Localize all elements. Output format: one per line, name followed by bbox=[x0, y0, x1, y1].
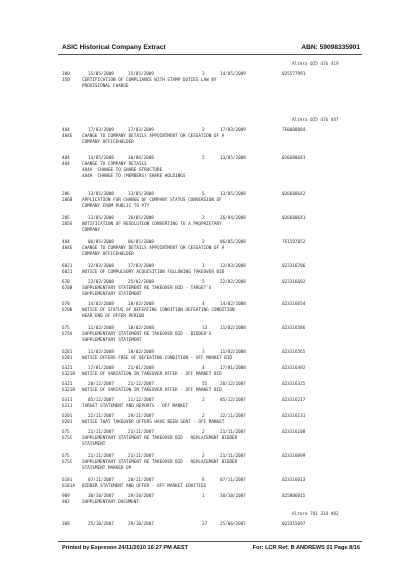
description-continuation: SUPPLEMENTARY STATEMENT bbox=[82, 338, 142, 343]
effective-date: 21/11/2007 bbox=[220, 454, 246, 459]
sub-form-code: 206B bbox=[62, 198, 73, 203]
sub-form-code: 670B bbox=[62, 308, 73, 313]
document-number: 023315697 bbox=[282, 522, 306, 527]
processed-date: 29/11/2007 bbox=[128, 414, 154, 419]
form-code: 6181 bbox=[62, 478, 73, 483]
processed-date: 21/01/2008 bbox=[128, 366, 154, 371]
sub-form-code: 484 bbox=[62, 162, 70, 167]
document-entry bbox=[60, 302, 360, 320]
received-date: 14/02/2008 bbox=[88, 302, 114, 307]
altera-note: Altera 025 476 447 bbox=[292, 118, 339, 123]
footer-rule bbox=[58, 541, 362, 542]
document-entry bbox=[60, 366, 360, 378]
effective-date: 30/10/2007 bbox=[220, 494, 246, 499]
document-number: 023316131 bbox=[282, 414, 306, 419]
received-date: 22/02/2008 bbox=[88, 280, 114, 285]
effective-date: 14/05/2009 bbox=[220, 72, 246, 77]
document-entry bbox=[60, 478, 360, 490]
description-continuation: COMPANY OFFICEHOLDER bbox=[82, 252, 134, 257]
document-entry bbox=[60, 156, 360, 180]
altera-note: Altera 701 334 482 bbox=[292, 512, 339, 517]
effective-date: 26/04/2008 bbox=[220, 216, 246, 221]
processed-date: 30/06/2008 bbox=[128, 156, 154, 161]
document-number: 023316654 bbox=[282, 302, 306, 307]
page-count: 37 bbox=[202, 522, 208, 527]
form-description: NOTICE THAT TAKEOVER OFFERS HAVE BEEN SENT - OFF MARKET bbox=[82, 420, 225, 425]
sub-form-code: 6321B bbox=[62, 372, 75, 377]
effective-date: 20/12/2007 bbox=[220, 382, 246, 387]
printed-by: Printed by Exprenon 24/11/2010 16:27 PM AEST bbox=[62, 545, 189, 551]
received-date: 17/03/2009 bbox=[88, 128, 114, 133]
page-count: 8 bbox=[202, 478, 205, 483]
sub-form-code: 6311 bbox=[62, 404, 73, 409]
description-continuation: 484H CHANGE TO (MEMBERS) SHARE HOLDINGS bbox=[82, 174, 186, 179]
form-code: 205 bbox=[62, 216, 70, 221]
form-description: CERTIFICATION OF COMPLIANCE WITH STAMP DUTIES LAW BY bbox=[82, 78, 217, 83]
sub-form-code: 675C bbox=[62, 436, 73, 441]
entry-description-row bbox=[60, 500, 360, 506]
processed-date: 21/12/2007 bbox=[128, 382, 154, 387]
form-description: APPLICATION FOR CHANGE OF COMPANY STATUS CONVERSION OF bbox=[82, 198, 222, 203]
effective-date: 05/12/2007 bbox=[220, 398, 246, 403]
received-date: 20/12/2007 bbox=[88, 382, 114, 387]
document-entry bbox=[60, 264, 360, 276]
processed-date: 18/02/2008 bbox=[128, 350, 154, 355]
sub-form-code: 205G bbox=[62, 222, 73, 227]
form-description: NOTICE OF COMPULSORY ACQUISITION FOLLOWING TAKEOVER BID bbox=[82, 270, 225, 275]
effective-date: 11/02/2008 bbox=[220, 326, 246, 331]
description-continuation: STATEMENT bbox=[82, 442, 106, 447]
sub-form-code: 670B bbox=[62, 286, 73, 291]
processed-date: 23/11/2007 bbox=[128, 454, 154, 459]
sub-form-code: 6201 bbox=[62, 420, 73, 425]
description-continuation: SUPPLEMENTARY STATEMENT bbox=[82, 292, 142, 297]
received-date: 11/02/2008 bbox=[88, 350, 114, 355]
effective-date: 22/11/2007 bbox=[220, 414, 246, 419]
processed-date: 20/11/2007 bbox=[128, 478, 154, 483]
extract-title: ASIC Historical Company Extract bbox=[62, 44, 166, 51]
processed-date: 13/05/2008 bbox=[128, 192, 154, 197]
sub-form-code: 484E bbox=[62, 246, 73, 251]
processed-date: 17/03/2008 bbox=[128, 264, 154, 269]
page-count: 2 bbox=[202, 398, 205, 403]
form-code: 6311 bbox=[62, 398, 73, 403]
description-continuation: STATEMENT MARKED UP bbox=[82, 466, 132, 471]
effective-date: 22/02/2008 bbox=[220, 280, 246, 285]
form-description: SUPPLEMENTARY STATEMENT RE TAKEOVER BID - TARGET'S bbox=[82, 286, 212, 291]
processed-date: 25/02/2008 bbox=[128, 280, 154, 285]
form-code: 6321 bbox=[62, 382, 73, 387]
form-description: CHANGE TO COMPANY DETAILS APPOINTMENT OR CESSATION OF A bbox=[82, 134, 225, 139]
form-description: NOTICE OFFERS FREE OF DEFEATING CONDITION - OFF MARKET BID bbox=[82, 356, 233, 361]
document-number: 023316325 bbox=[282, 382, 306, 387]
form-description: SUPPLEMENTARY STATEMENT RE TAKEOVER BID - REPLACEMENT BIDDER bbox=[82, 460, 238, 465]
form-code: 670 bbox=[62, 302, 70, 307]
document-number: 023316586 bbox=[282, 326, 306, 331]
document-entry bbox=[60, 430, 360, 448]
form-description: CHANGE TO COMPANY DETAILS bbox=[82, 162, 147, 167]
sub-form-code: 350 bbox=[62, 78, 70, 83]
page-count: 2 bbox=[202, 430, 205, 435]
document-entry bbox=[60, 350, 360, 362]
form-code: 206 bbox=[62, 192, 70, 197]
entry-description-row bbox=[60, 404, 360, 410]
form-description: TARGET STATEMENT AND REPORTS - OFF MARKET bbox=[82, 404, 189, 409]
form-code: 675 bbox=[62, 326, 70, 331]
form-code: 388 bbox=[62, 522, 70, 527]
document-entry bbox=[60, 72, 360, 90]
form-code: 300 bbox=[62, 72, 70, 77]
received-date: 15/05/2009 bbox=[88, 72, 114, 77]
document-entry bbox=[60, 240, 360, 258]
effective-date: 13/05/2008 bbox=[220, 192, 246, 197]
received-date: 13/05/2008 bbox=[88, 216, 114, 221]
document-number: 026680643 bbox=[282, 156, 306, 161]
processed-date: 11/12/2007 bbox=[128, 398, 154, 403]
description-continuation: COMPANY FROM PUBLIC TO PTY bbox=[82, 204, 150, 209]
page-count: 13 bbox=[202, 326, 208, 331]
effective-date: 12/03/2008 bbox=[220, 264, 246, 269]
document-number: 023316013 bbox=[282, 478, 306, 483]
description-continuation: 484A CHANGE TO SHARE STRUCTURE bbox=[82, 168, 163, 173]
form-code: 675 bbox=[62, 454, 70, 459]
document-entry bbox=[60, 280, 360, 298]
entry-description-row bbox=[60, 388, 360, 394]
document-number: 023316099 bbox=[282, 454, 306, 459]
document-number: 025577991 bbox=[282, 72, 306, 77]
received-date: 06/05/2008 bbox=[88, 240, 114, 245]
page-count: 5 bbox=[202, 192, 205, 197]
processed-date: 18/02/2008 bbox=[128, 302, 154, 307]
form-description: SUPPLEMENTARY STATEMENT RE TAKEOVER BID - REPLACEMENT BIDDER bbox=[82, 436, 238, 441]
page-count: 55 bbox=[202, 382, 208, 387]
effective-date: 25/06/2007 bbox=[220, 522, 246, 527]
form-code: 6321 bbox=[62, 366, 73, 371]
form-description: CHANGE TO COMPANY DETAILS APPOINTMENT OR CESSATION OF A bbox=[82, 246, 225, 251]
received-date: 21/11/2007 bbox=[88, 430, 114, 435]
effective-date: 13/05/2008 bbox=[220, 156, 246, 161]
entry-main-row bbox=[60, 522, 360, 528]
effective-date: 17/03/2009 bbox=[220, 128, 246, 133]
received-date: 21/11/2007 bbox=[88, 454, 114, 459]
processed-date: 18/02/2008 bbox=[128, 326, 154, 331]
document-number: 023316217 bbox=[282, 398, 306, 403]
document-entry bbox=[60, 382, 360, 394]
processed-date: 23/11/2007 bbox=[128, 430, 154, 435]
processed-date: 15/05/2009 bbox=[128, 72, 154, 77]
page-count: 5 bbox=[202, 156, 205, 161]
form-description: NOTICE OF VARIATION IN TAKEOVER OFFER - OFF MARKET BID bbox=[82, 372, 222, 377]
received-date: 12/03/2008 bbox=[88, 264, 114, 269]
sub-form-code: 6321B bbox=[62, 388, 75, 393]
form-description: NOTICE OF VARIATION IN TAKEOVER OFFER - OFF MARKET BID bbox=[82, 388, 222, 393]
form-code: 484 bbox=[62, 128, 70, 133]
document-entry bbox=[60, 128, 360, 146]
page-count: 2 bbox=[202, 414, 205, 419]
document-entry bbox=[60, 192, 360, 210]
page-count: 2 bbox=[202, 216, 205, 221]
document-number: 023316492 bbox=[282, 366, 306, 371]
sub-form-code: 902 bbox=[62, 500, 70, 505]
document-entry bbox=[60, 326, 360, 344]
effective-date: 21/11/2007 bbox=[220, 430, 246, 435]
effective-date: 17/01/2008 bbox=[220, 366, 246, 371]
sub-form-code: 675A bbox=[62, 332, 73, 337]
document-number: 023316692 bbox=[282, 280, 306, 285]
document-number: 7E1597052 bbox=[282, 240, 306, 245]
document-number: 023316108 bbox=[282, 430, 306, 435]
document-entry bbox=[60, 216, 360, 234]
received-date: 13/05/2008 bbox=[88, 156, 114, 161]
processed-date: 29/10/2007 bbox=[128, 522, 154, 527]
form-code: 484 bbox=[62, 240, 70, 245]
page-count: 3 bbox=[202, 350, 205, 355]
form-code: 6021 bbox=[62, 264, 73, 269]
document-entry bbox=[60, 494, 360, 506]
effective-date: 11/02/2008 bbox=[220, 350, 246, 355]
processed-date: 26/05/2008 bbox=[128, 216, 154, 221]
received-date: 07/11/2007 bbox=[88, 478, 114, 483]
page-count: 2 bbox=[202, 240, 205, 245]
sub-form-code: 6021 bbox=[62, 270, 73, 275]
form-code: 675 bbox=[62, 430, 70, 435]
form-code: 484 bbox=[62, 156, 70, 161]
sub-form-code: 6281 bbox=[62, 356, 73, 361]
received-date: 13/05/2008 bbox=[88, 192, 114, 197]
received-date: 22/11/2007 bbox=[88, 414, 114, 419]
page-count: 4 bbox=[202, 302, 205, 307]
sub-form-code: 675C bbox=[62, 460, 73, 465]
altera-note: Altera 025 476 419 bbox=[292, 62, 339, 67]
document-entry bbox=[60, 522, 360, 528]
form-code: 6281 bbox=[62, 350, 73, 355]
document-number: 7E0088884 bbox=[282, 128, 306, 133]
page-count: 5 bbox=[202, 280, 205, 285]
document-number: 023316565 bbox=[282, 350, 306, 355]
sub-form-code: 6181A bbox=[62, 484, 75, 489]
received-date: 05/12/2007 bbox=[88, 398, 114, 403]
processed-date: 29/10/2007 bbox=[128, 494, 154, 499]
header-rule bbox=[58, 54, 362, 55]
document-number: 025806815 bbox=[282, 494, 306, 499]
page-count: 3 bbox=[202, 72, 205, 77]
effective-date: 06/05/2008 bbox=[220, 240, 246, 245]
form-description: SUPPLEMENTARY STATEMENT RE TAKEOVER BID - BIDDER'S bbox=[82, 332, 212, 337]
received-date: 25/10/2007 bbox=[88, 522, 114, 527]
description-continuation: HEAR END OF OFFER PERIOD bbox=[82, 314, 145, 319]
document-entry bbox=[60, 414, 360, 426]
page-count: 2 bbox=[202, 128, 205, 133]
form-description: SUPPLEMENTARY DOCUMENT bbox=[82, 500, 139, 505]
effective-date: 07/11/2007 bbox=[220, 478, 246, 483]
document-entry bbox=[60, 398, 360, 410]
processed-date: 17/03/2009 bbox=[128, 128, 154, 133]
entry-description-row bbox=[60, 484, 360, 490]
document-entry bbox=[60, 454, 360, 472]
effective-date: 14/02/2008 bbox=[220, 302, 246, 307]
form-code: 909 bbox=[62, 494, 70, 499]
abn-number: ABN: 59098335901 bbox=[301, 44, 360, 51]
entry-description-row bbox=[60, 420, 360, 426]
document-number: 026680641 bbox=[282, 216, 306, 221]
description-continuation: COMPANY OFFICEHOLDER bbox=[82, 140, 134, 145]
form-description: NOTICE OF STATUS OF DEFEATING CONDITION DEFEATING CONDITION bbox=[82, 308, 235, 313]
form-description: NOTIFICATION OF RESOLUTION CONVERTING TO A PROPRIETARY bbox=[82, 222, 222, 227]
page-count: 1 bbox=[202, 494, 205, 499]
entry-description-row bbox=[60, 270, 360, 276]
description-continuation: PROVISIONAL CHARGE bbox=[82, 84, 129, 89]
received-date: 11/02/2008 bbox=[88, 326, 114, 331]
page-count: 1 bbox=[202, 264, 205, 269]
received-date: 30/10/2007 bbox=[88, 494, 114, 499]
sub-form-code: 484E bbox=[62, 134, 73, 139]
entry-description-row bbox=[60, 372, 360, 378]
page-count: 4 bbox=[202, 366, 205, 371]
form-code: 6201 bbox=[62, 414, 73, 419]
document-number: 026680642 bbox=[282, 192, 306, 197]
entry-description-row bbox=[60, 356, 360, 362]
page-reference: For: LCR Ref: B ANDREWS 01 Page 8/16 bbox=[252, 545, 360, 551]
description-continuation: COMPANY bbox=[82, 228, 101, 233]
page-count: 3 bbox=[202, 454, 205, 459]
document-number: 023316786 bbox=[282, 264, 306, 269]
form-description: BIDDER STATEMENT AND OFFER - OFF MARKET EQUITIES bbox=[82, 484, 207, 489]
processed-date: 06/05/2008 bbox=[128, 240, 154, 245]
form-code: 670 bbox=[62, 280, 70, 285]
received-date: 17/01/2008 bbox=[88, 366, 114, 371]
